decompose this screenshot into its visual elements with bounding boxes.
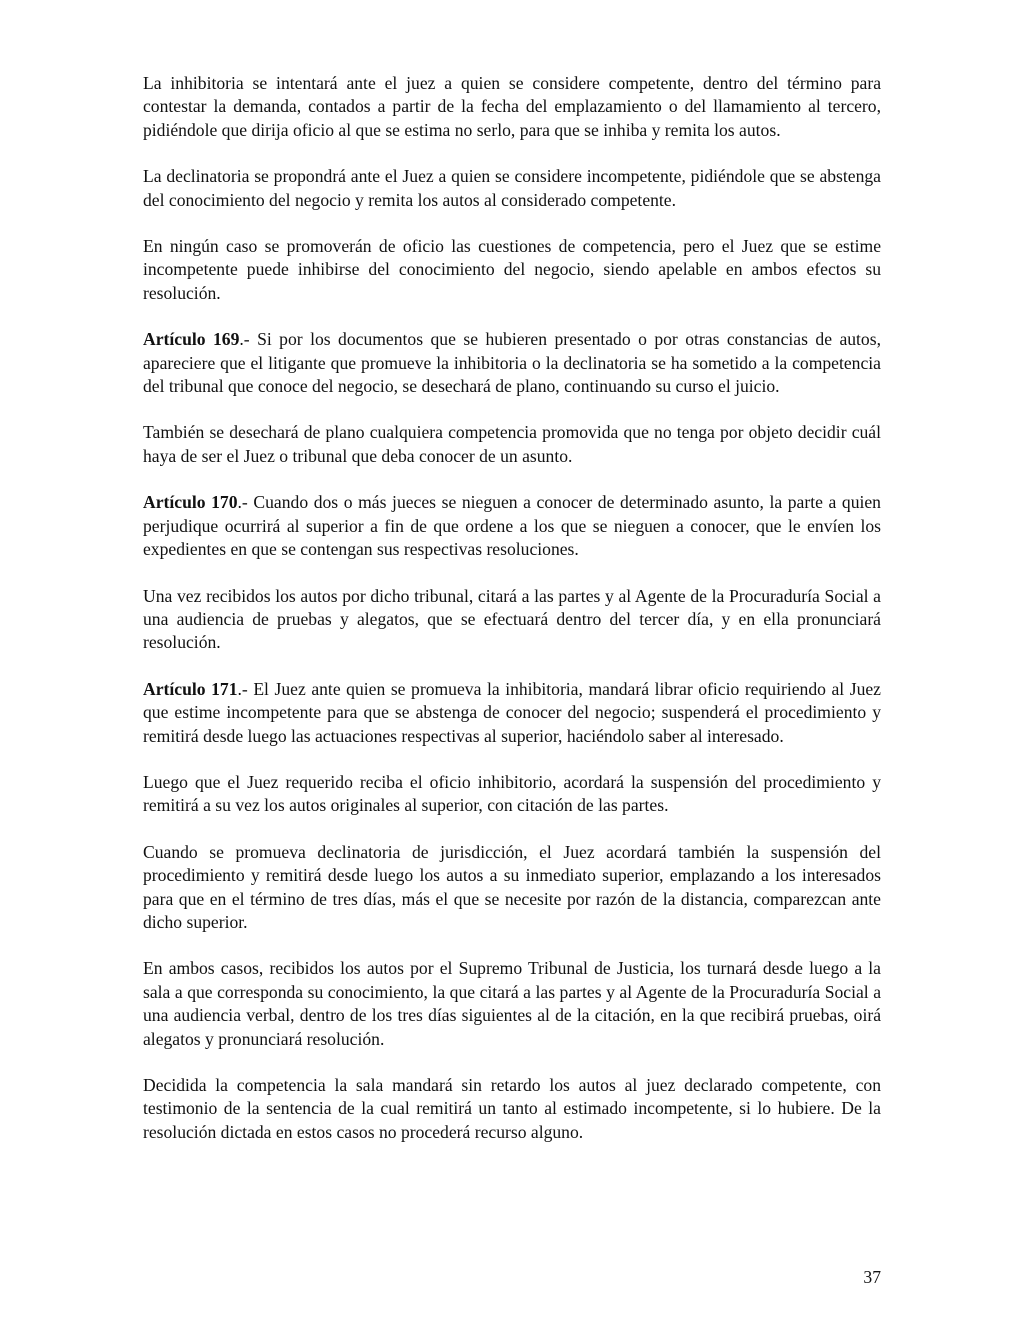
paragraph-10-text: Cuando se promueva declinatoria de jurisdicción, el Juez acordará también la suspensión del procedimiento y remitirá desde luego los autos a su inmediato superior, emplazando a los interesados para que en el término de tres días, más el que se necesite por razón de la distancia, comparezcan ante dicho superior. [143, 841, 881, 932]
paragraph-3-text: En ningún caso se promoverán de oficio las cuestiones de competencia, pero el Juez que se estime incompetente puede inhibirse del conocimiento del negocio, siendo apelable en ambos efectos su resolución. [143, 236, 881, 303]
paragraph-7-text: Una vez recibidos los autos por dicho tribunal, citará a las partes y al Agente de la Procuraduría Social a una audiencia de pruebas y alegatos, que se efectuará dentro del tercer día, y en ella pronunciará resolución. [143, 585, 881, 653]
paragraph-11-text: En ambos casos, recibidos los autos por el Supremo Tribunal de Justicia, los turnará desde luego a la sala a que corresponda su conocimiento, la que citará a las partes y al Agente de la Procuraduría Social a una audiencia verbal, dentro de los tres días siguientes al de la citación, en la que recibirá pruebas, oirá alegatos y pronunciará resolución. [143, 958, 881, 1049]
article-171 [143, 678, 881, 748]
paragraph-7 [143, 585, 881, 655]
paragraph-1-text: La inhibitoria se intentará ante el juez a quien se considere competente, dentro del término para contestar la demanda, contados a partir de la fecha del emplazamiento o del llamamiento al tercero, pidiéndole que dirija oficio al que se estima no serlo, para que se inhiba y remita los autos. [143, 73, 881, 140]
paragraph-12 [143, 1074, 881, 1144]
paragraph-2 [143, 165, 881, 212]
paragraph-12-text: Decidida la competencia la sala mandará sin retardo los autos al juez declarado competente, con testimonio de la sentencia de la cual remitirá un tanto al estimado incompetente, si lo hubiere. De la resolución dictada en estos casos no procederá recurso alguno. [143, 1075, 881, 1142]
paragraph-5 [143, 421, 881, 468]
paragraph-11 [143, 957, 881, 1051]
article-171-text: .- El Juez ante quien se promueva la inhibitoria, mandará librar oficio requiriendo al Juez que estime incompetente para que se abstenga de conocer del negocio; suspenderá el procedimiento y remitirá desde luego las actuaciones respectivas al superior, haciéndolo saber al interesado. [143, 678, 881, 746]
article-170 [143, 491, 881, 561]
paragraph-1 [143, 72, 881, 142]
page-number: 37 [863, 1267, 881, 1287]
paragraph-5-text: También se desechará de plano cualquiera competencia promovida que no tenga por objeto decidir cuál haya de ser el Juez o tribunal que deba conocer de un asunto. [143, 422, 881, 466]
article-170-label: Artículo 170 [143, 492, 238, 513]
article-169 [143, 328, 881, 398]
article-169-label: Artículo 169 [143, 329, 240, 350]
document-page [143, 72, 881, 1167]
paragraph-9 [143, 771, 881, 818]
article-170-text: .- Cuando dos o más jueces se nieguen a conocer de determinado asunto, la parte a quien perjudique ocurrirá al superior a fin de que ordene a los que se nieguen a conocer, que le envíen los expedientes en que se contengan sus respectivas resoluciones. [143, 492, 881, 560]
paragraph-10 [143, 841, 881, 935]
article-171-label: Artículo 171 [143, 678, 238, 699]
article-169-text: .- Si por los documentos que se hubieren presentado o por otras constancias de autos, apareciere que el litigante que promueve la inhibitoria o la declinatoria se ha sometido a la competencia del tribunal que conoce del negocio, se desechará de plano, continuando su curso el juicio. [143, 329, 881, 397]
paragraph-3 [143, 235, 881, 305]
paragraph-2-text: La declinatoria se propondrá ante el Juez a quien se considere incompetente, pidiéndole que se abstenga del conocimiento del negocio y remita los autos al considerado competente. [143, 166, 881, 210]
paragraph-9-text: Luego que el Juez requerido reciba el oficio inhibitorio, acordará la suspensión del procedimiento y remitirá a su vez los autos originales al superior, con citación de las partes. [143, 771, 881, 816]
